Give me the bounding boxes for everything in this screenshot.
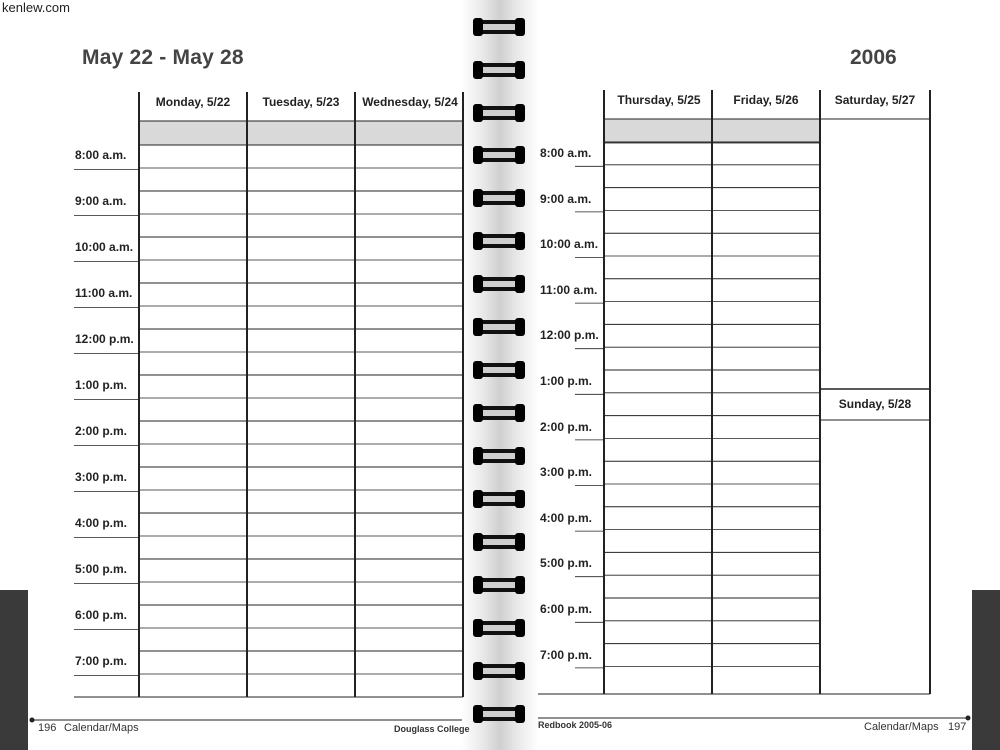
left-footer-section: Calendar/Maps xyxy=(64,722,139,734)
time-label-left: 7:00 p.m. xyxy=(75,654,128,668)
spiral-coil-icon xyxy=(471,703,527,725)
day-header-monday: Monday, 5/22 xyxy=(155,95,231,109)
spiral-coil-icon xyxy=(471,574,527,596)
spiral-coil-icon xyxy=(471,617,527,639)
spiral-coil-icon xyxy=(471,102,527,124)
time-label-right: 12:00 p.m. xyxy=(540,328,599,343)
spiral-coil-icon xyxy=(471,273,527,295)
time-label-right: 4:00 p.m. xyxy=(540,510,593,525)
week-range-title: May 22 - May 28 xyxy=(82,46,244,69)
spiral-coil-icon xyxy=(471,445,527,467)
time-label-left: 11:00 a.m. xyxy=(75,286,133,300)
time-label-left: 12:00 p.m. xyxy=(75,332,134,346)
time-label-left: 2:00 p.m. xyxy=(75,424,128,438)
right-page-number: 197 xyxy=(948,721,967,733)
header-shade-monday xyxy=(139,121,247,145)
time-label-right: 5:00 p.m. xyxy=(540,556,593,571)
time-label-left: 3:00 p.m. xyxy=(75,470,128,484)
day-header-tuesday: Tuesday, 5/23 xyxy=(262,95,340,109)
spiral-coil-icon xyxy=(471,59,527,81)
spiral-coil-icon xyxy=(471,488,527,510)
time-label-left: 6:00 p.m. xyxy=(75,608,128,622)
time-label-right: 8:00 a.m. xyxy=(540,146,592,160)
day-header-sunday: Sunday, 5/28 xyxy=(838,397,912,411)
time-label-left: 10:00 a.m. xyxy=(75,240,134,254)
time-label-left: 1:00 p.m. xyxy=(75,378,128,392)
header-shade-friday xyxy=(712,119,820,143)
spiral-coil-icon xyxy=(471,16,527,38)
day-header-wednesday: Wednesday, 5/24 xyxy=(362,95,458,109)
day-header-friday: Friday, 5/26 xyxy=(733,93,799,107)
spiral-coil-icon xyxy=(471,187,527,209)
right-footer-section: Calendar/Maps xyxy=(864,721,939,733)
time-label-left: 8:00 a.m. xyxy=(75,148,127,162)
time-label-right: 9:00 a.m. xyxy=(540,191,592,206)
left-page-number: 196 xyxy=(38,722,57,734)
spiral-coil-icon xyxy=(471,144,527,166)
spiral-coil-icon xyxy=(471,660,527,682)
footer-dot-right xyxy=(966,716,971,721)
spiral-coil-icon xyxy=(471,402,527,424)
time-label-left: 4:00 p.m. xyxy=(75,516,128,530)
time-label-right: 2:00 p.m. xyxy=(540,419,593,434)
right-footer-publisher: Redbook 2005-06 xyxy=(538,720,613,730)
time-label-right: 6:00 p.m. xyxy=(540,602,593,616)
year-title: 2006 xyxy=(850,46,897,69)
spiral-coil-icon xyxy=(471,359,527,381)
day-header-thursday: Thursday, 5/25 xyxy=(617,93,701,107)
time-label-right: 10:00 a.m. xyxy=(540,237,599,252)
header-shade-tuesday xyxy=(247,121,355,145)
time-label-right: 7:00 p.m. xyxy=(540,647,593,662)
time-label-left: 5:00 p.m. xyxy=(75,562,128,576)
header-shade-thursday xyxy=(604,119,712,143)
time-label-right: 11:00 a.m. xyxy=(540,282,598,297)
time-label-right: 1:00 p.m. xyxy=(540,374,593,388)
footer-dot-left xyxy=(30,718,35,723)
day-header-saturday: Saturday, 5/27 xyxy=(834,93,916,107)
spiral-coil-icon xyxy=(471,531,527,553)
spiral-coil-icon xyxy=(471,316,527,338)
watermark-text: kenlew.com xyxy=(2,0,70,15)
time-label-right: 3:00 p.m. xyxy=(540,465,593,480)
header-shade-wednesday xyxy=(355,121,463,145)
left-footer-publisher: Douglass College xyxy=(394,724,470,734)
spiral-coil-icon xyxy=(471,230,527,252)
time-label-left: 9:00 a.m. xyxy=(75,194,127,208)
